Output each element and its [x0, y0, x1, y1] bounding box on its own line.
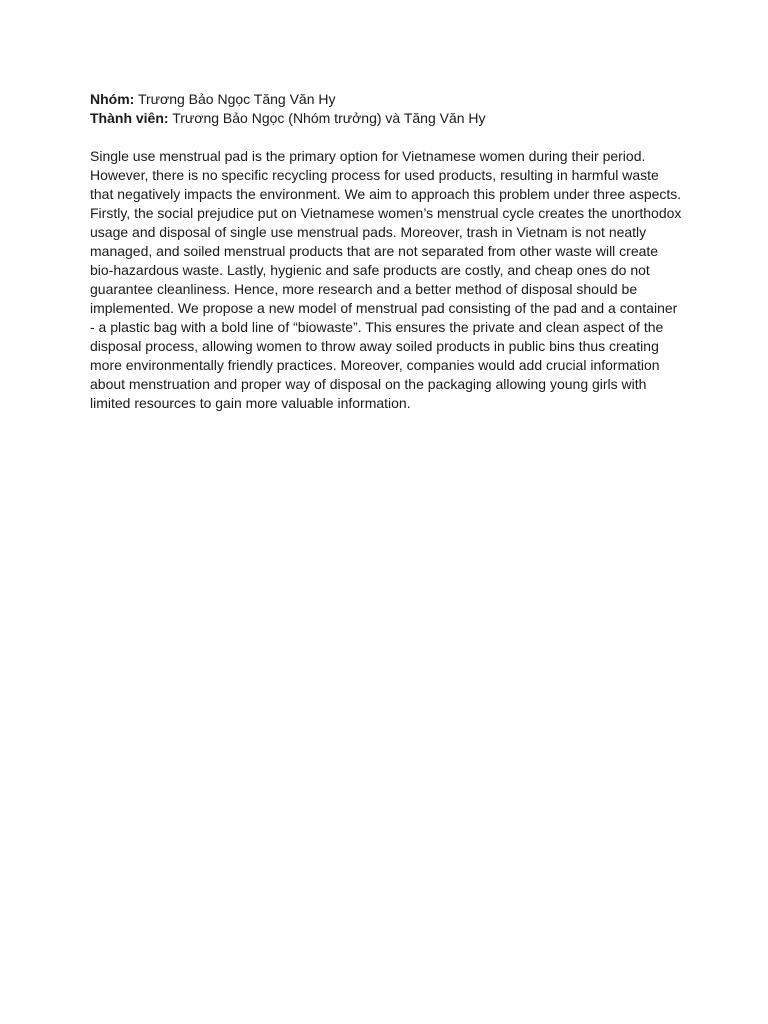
members-label: Thành viên: — [90, 110, 169, 126]
group-line — [90, 90, 682, 109]
abstract-paragraph: Single use menstrual pad is the primary option for Vietnamese women during their period. However, there is no specific recycling process for used products, resulting in harmful waste that negatively impacts the environment. We aim to approach this problem under three aspects. Firstly, the social prejudice put on Vietnamese women’s menstrual cycle creates the unorthodox usage and disposal of single use menstrual pads. Moreover, trash in Vietnam is not neatly managed, and soiled menstrual products that are not separated from other waste will create bio-hazardous waste. Lastly, hygienic and safe products are costly, and cheap ones do not guarantee cleanliness. Hence, more research and a better method of disposal should be implemented. We propose a new model of menstrual pad consisting of the pad and a container - a plastic bag with a bold line of “biowaste”. This ensures the private and clean aspect of the disposal process, allowing women to throw away soiled products in public bins thus creating more environmentally friendly practices. Moreover, companies would add crucial information about menstruation and proper way of disposal on the packaging allowing young girls with limited resources to gain more valuable information. — [90, 148, 682, 411]
group-value: Trương Bảo Ngọc Tăng Văn Hy — [137, 91, 336, 107]
members-line — [90, 109, 682, 128]
group-label: Nhóm: — [90, 91, 135, 107]
document-page — [90, 90, 682, 413]
members-value: Trương Bảo Ngọc (Nhóm trưởng) và Tăng Văn Hy — [172, 110, 486, 126]
